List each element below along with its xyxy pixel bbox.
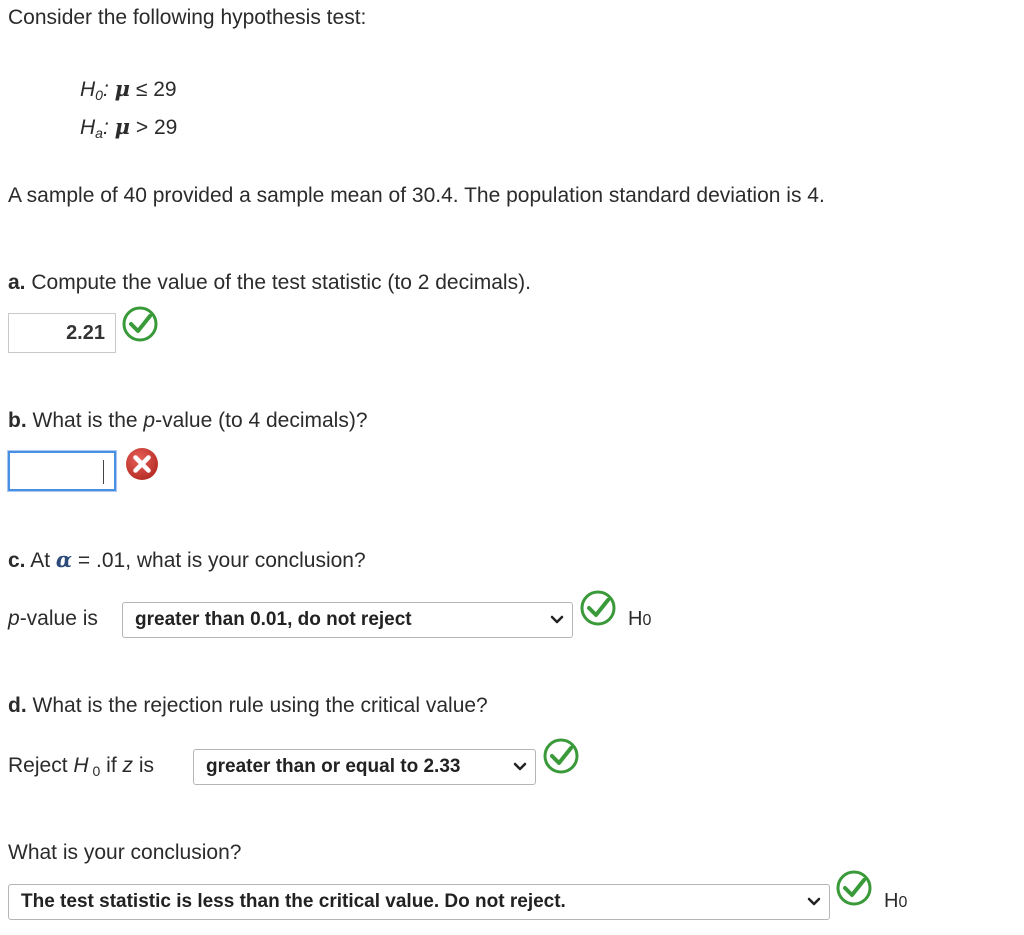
part-d-question <box>8 694 488 718</box>
part-a-question <box>8 271 531 295</box>
chevron-down-icon <box>513 762 527 772</box>
reject-is: is <box>133 754 154 777</box>
part-d-text: What is the rejection rule using the critical value? <box>32 694 488 717</box>
reject-h: H <box>73 754 89 777</box>
conclusion-question: What is your conclusion? <box>8 841 242 864</box>
intro-text: Consider the following hypothesis test: <box>8 6 367 29</box>
check-circle-icon <box>580 590 616 626</box>
h0-suffix <box>628 608 651 631</box>
part-c-text-pre: At <box>30 549 56 572</box>
ha-mu: μ <box>114 114 131 139</box>
p-value-conclusion-select[interactable] <box>122 602 573 638</box>
h0-suffix-sub: 0 <box>642 612 652 629</box>
part-c-letter: c. <box>8 549 26 572</box>
h0-mu: μ <box>114 76 131 101</box>
chevron-down-icon <box>807 897 821 907</box>
reject-h-sub: 0 <box>92 763 101 779</box>
conclusion-select[interactable] <box>8 884 830 920</box>
reject-if: if <box>100 754 123 777</box>
ha-colon: : <box>102 116 109 139</box>
p-value-input[interactable] <box>8 451 116 491</box>
ha-subscript: a <box>95 125 103 141</box>
h0-relation: ≤ 29 <box>135 78 177 101</box>
check-circle-icon <box>543 738 579 774</box>
x-circle-icon <box>124 446 160 482</box>
ha-relation: > 29 <box>135 116 178 139</box>
chevron-down-icon <box>550 615 564 625</box>
reject-word: Reject <box>8 754 74 777</box>
conclusion-value: The test statistic is less than the critical value. Do not reject. <box>21 891 566 912</box>
p-value-is-label <box>8 607 98 631</box>
part-d-letter: d. <box>8 694 27 717</box>
rejection-rule-select[interactable] <box>193 749 536 785</box>
reject-z: z <box>122 754 133 777</box>
p-value-conclusion-value: greater than 0.01, do not reject <box>135 609 412 630</box>
alt-hypothesis <box>80 114 177 141</box>
p-value-is-text: -value is <box>19 607 98 630</box>
conclusion-h0-letter: H <box>884 890 899 912</box>
part-c-question <box>8 547 366 573</box>
sample-text: A sample of 40 provided a sample mean of 30.4. The population standard deviation is 4. <box>8 184 825 207</box>
alpha-symbol: α <box>55 547 73 572</box>
h0-suffix-letter: H <box>628 608 643 630</box>
part-a-text: Compute the value of the test statistic (to 2 decimals). <box>31 271 531 294</box>
h0-colon: : <box>102 78 109 101</box>
conclusion-h0-sub: 0 <box>898 894 908 911</box>
text-cursor <box>103 460 104 484</box>
check-circle-icon <box>122 306 158 342</box>
part-b-letter: b. <box>8 409 27 432</box>
check-circle-icon <box>836 870 872 906</box>
h0-symbol: H <box>80 78 96 101</box>
p-letter: p <box>8 607 20 630</box>
conclusion-h0-suffix <box>884 890 907 913</box>
part-b-question <box>8 409 368 433</box>
part-b-p: p <box>143 409 156 432</box>
part-c-text-post: = .01, what is your conclusion? <box>72 549 366 572</box>
part-b-text-post: -value (to 4 decimals)? <box>155 409 368 432</box>
null-hypothesis <box>80 76 177 103</box>
part-b-text-pre: What is the <box>32 409 144 432</box>
rejection-rule-value: greater than or equal to 2.33 <box>206 756 461 777</box>
h0-subscript: 0 <box>95 87 103 103</box>
reject-rule-label <box>8 754 154 779</box>
ha-symbol: H <box>80 116 96 139</box>
part-a-letter: a. <box>8 271 26 294</box>
test-statistic-answer: 2.21 <box>8 313 116 353</box>
